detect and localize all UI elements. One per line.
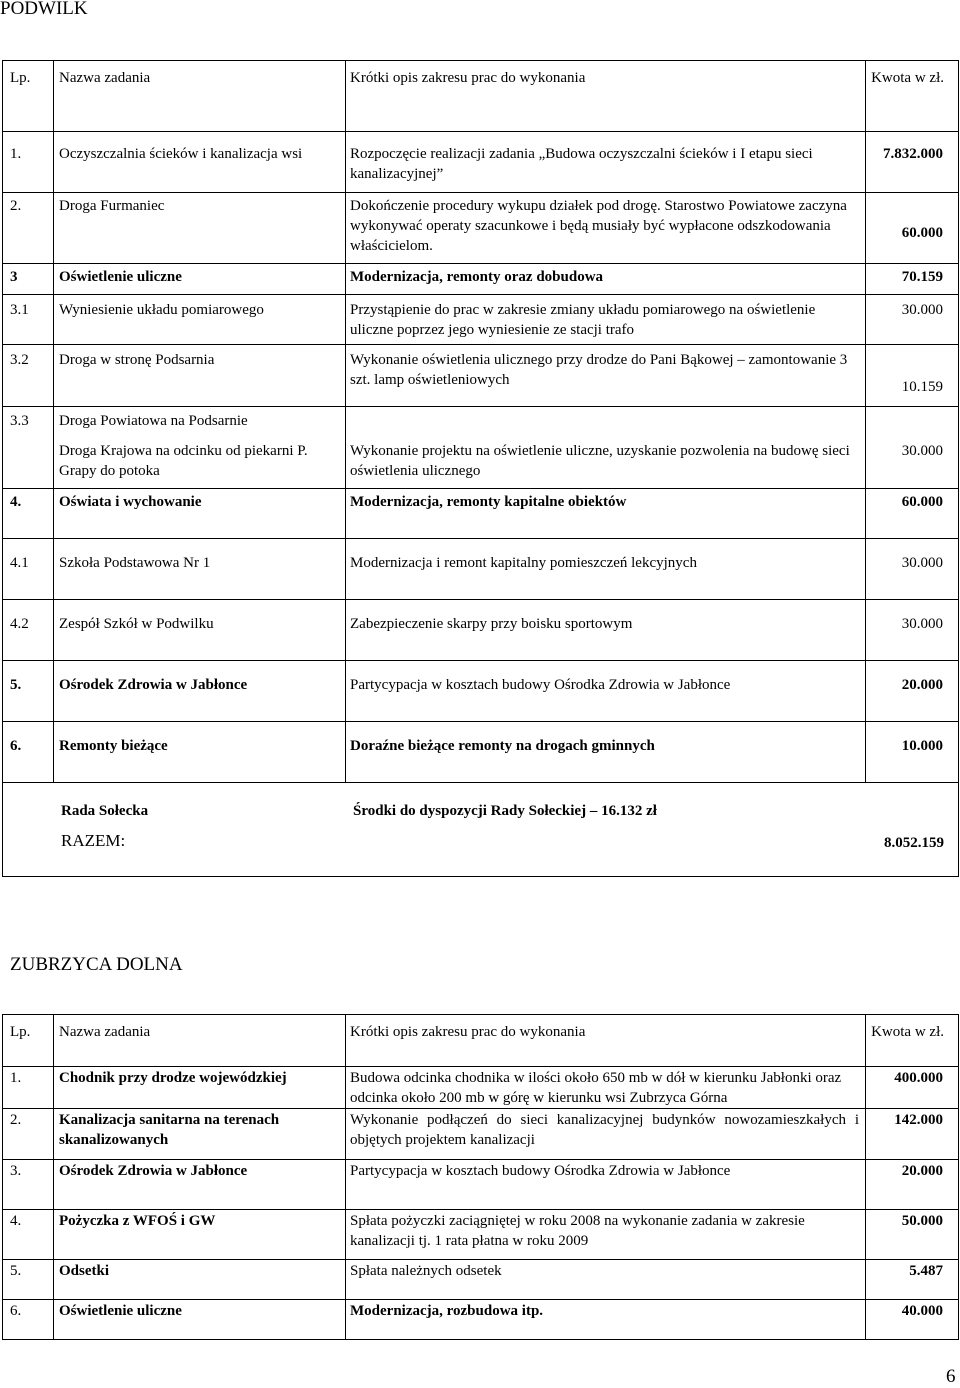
row-lp: 4.1 bbox=[3, 539, 54, 600]
table-row bbox=[3, 264, 959, 295]
row-name: Ośrodek Zdrowia w Jabłonce bbox=[54, 1160, 346, 1210]
row-lp: 4. bbox=[3, 489, 54, 539]
row-name: Szkoła Podstawowa Nr 1 bbox=[54, 539, 346, 600]
row-amount: 70.159 bbox=[866, 264, 959, 295]
row-lp: 4.2 bbox=[3, 600, 54, 661]
row-name: Zespół Szkół w Podwilku bbox=[54, 600, 346, 661]
row-amount: 5.487 bbox=[866, 1260, 959, 1300]
row-lp: 5. bbox=[3, 661, 54, 722]
podwilk-table bbox=[2, 60, 959, 877]
row-lp: 2. bbox=[3, 193, 54, 264]
total-amount: 8.052.159 bbox=[884, 835, 944, 851]
row-amount: 50.000 bbox=[866, 1210, 959, 1260]
row-amount: 60.000 bbox=[866, 193, 959, 264]
row-lp: 1. bbox=[3, 132, 54, 193]
row-lp: 4. bbox=[3, 1210, 54, 1260]
row-name: Oświetlenie uliczne bbox=[54, 264, 346, 295]
table-row bbox=[3, 1300, 959, 1340]
table-row bbox=[3, 1260, 959, 1300]
table-row bbox=[3, 295, 959, 345]
row-desc: Wykonanie podłączeń do sieci kanalizacyjnej budynków nowozamieszkałych i objętych projektem kanalizacji bbox=[346, 1109, 866, 1160]
council-cell bbox=[3, 783, 959, 877]
header-amount: Kwota w zł. bbox=[866, 1015, 959, 1067]
section-title-podwilk: PODWILK bbox=[0, 0, 88, 19]
table-row bbox=[3, 407, 959, 489]
council-row bbox=[3, 783, 959, 877]
row-lp: 3.1 bbox=[3, 295, 54, 345]
row-desc: Spłata pożyczki zaciągniętej w roku 2008 na wykonanie zadania w zakresie kanalizacji tj. 1 rata płatna w roku 2009 bbox=[346, 1210, 866, 1260]
row-desc: Dokończenie procedury wykupu działek pod drogę. Starostwo Powiatowe zaczyna wykonywać operaty szacunkowe i będą musiały być wypłacone odszkodowania właścicielom. bbox=[346, 193, 866, 264]
row-name: Pożyczka z WFOŚ i GW bbox=[54, 1210, 346, 1260]
row-name: Oświata i wychowanie bbox=[54, 489, 346, 539]
row-lp: 5. bbox=[3, 1260, 54, 1300]
row-amount: 30.000 bbox=[866, 407, 959, 489]
row-lp: 2. bbox=[3, 1109, 54, 1160]
table-row bbox=[3, 1067, 959, 1109]
row-name: Oczyszczalnia ścieków i kanalizacja wsi bbox=[54, 132, 346, 193]
page-number: 6 bbox=[946, 1366, 956, 1387]
row-desc: Przystąpienie do prac w zakresie zmiany układu pomiarowego na oświetlenie uliczne poprzez jego wyniesienie ze stacji trafo bbox=[346, 295, 866, 345]
header-lp: Lp. bbox=[3, 1015, 54, 1067]
row-amount: 10.159 bbox=[866, 345, 959, 407]
header-name: Nazwa zadania bbox=[54, 1015, 346, 1067]
zubrzyca-table bbox=[2, 1014, 959, 1340]
row-amount: 10.000 bbox=[866, 722, 959, 783]
row-name: Droga Furmaniec bbox=[54, 193, 346, 264]
row-amount: 142.000 bbox=[866, 1109, 959, 1160]
row-amount: 30.000 bbox=[866, 295, 959, 345]
row-amount: 40.000 bbox=[866, 1300, 959, 1340]
row-lp: 3 bbox=[3, 264, 54, 295]
row-desc: Modernizacja, rozbudowa itp. bbox=[346, 1300, 866, 1340]
table-row bbox=[3, 1160, 959, 1210]
table-row bbox=[3, 1109, 959, 1160]
table-row bbox=[3, 1210, 959, 1260]
row-name-secondary: Droga Krajowa na odcinku od piekarni P. Grapy do potoka bbox=[59, 443, 308, 479]
table-row bbox=[3, 600, 959, 661]
table-row bbox=[3, 489, 959, 539]
row-desc: Modernizacja, remonty oraz dobudowa bbox=[346, 264, 866, 295]
row-lp: 1. bbox=[3, 1067, 54, 1109]
row-name: Kanalizacja sanitarna na terenach skanalizowanych bbox=[54, 1109, 346, 1160]
total-label: RAZEM: bbox=[61, 831, 126, 850]
row-amount: 30.000 bbox=[866, 539, 959, 600]
table-row bbox=[3, 539, 959, 600]
row-name: Droga Powiatowa na Podsarnie bbox=[59, 413, 248, 429]
header-desc: Krótki opis zakresu prac do wykonania bbox=[346, 61, 866, 132]
row-name: Wyniesienie układu pomiarowego bbox=[54, 295, 346, 345]
row-desc: Wykonanie projektu na oświetlenie uliczne, uzyskanie pozwolenia na budowę sieci oświetlenia ulicznego bbox=[346, 407, 866, 489]
row-name: Odsetki bbox=[54, 1260, 346, 1300]
row-desc: Doraźne bieżące remonty na drogach gminnych bbox=[346, 722, 866, 783]
row-amount: 20.000 bbox=[866, 661, 959, 722]
row-amount: 30.000 bbox=[866, 600, 959, 661]
row-amount: 20.000 bbox=[866, 1160, 959, 1210]
row-desc: Spłata należnych odsetek bbox=[346, 1260, 866, 1300]
table-row bbox=[3, 193, 959, 264]
row-name-group bbox=[54, 407, 346, 489]
council-name: Rada Sołecka bbox=[61, 803, 149, 819]
row-lp: 3. bbox=[3, 1160, 54, 1210]
row-desc: Rozpoczęcie realizacji zadania „Budowa oczyszczalni ścieków i I etapu sieci kanalizacyjnej” bbox=[346, 132, 866, 193]
row-lp: 6. bbox=[3, 1300, 54, 1340]
row-name: Ośrodek Zdrowia w Jabłonce bbox=[54, 661, 346, 722]
row-lp: 3.3 bbox=[3, 407, 54, 489]
row-name: Chodnik przy drodze wojewódzkiej bbox=[54, 1067, 346, 1109]
row-lp: 6. bbox=[3, 722, 54, 783]
header-name: Nazwa zadania bbox=[54, 61, 346, 132]
table-header-row bbox=[3, 61, 959, 132]
row-desc: Wykonanie oświetlenia ulicznego przy drodze do Pani Bąkowej – zamontowanie 3 szt. lamp oświetleniowych bbox=[346, 345, 866, 407]
row-name: Droga w stronę Podsarnia bbox=[54, 345, 346, 407]
header-lp: Lp. bbox=[3, 61, 54, 132]
row-lp: 3.2 bbox=[3, 345, 54, 407]
row-name: Oświetlenie uliczne bbox=[54, 1300, 346, 1340]
table-row bbox=[3, 132, 959, 193]
row-desc: Partycypacja w kosztach budowy Ośrodka Zdrowia w Jabłonce bbox=[346, 1160, 866, 1210]
row-desc: Modernizacja i remont kapitalny pomieszczeń lekcyjnych bbox=[346, 539, 866, 600]
row-amount: 60.000 bbox=[866, 489, 959, 539]
row-desc: Modernizacja, remonty kapitalne obiektów bbox=[346, 489, 866, 539]
table-row bbox=[3, 345, 959, 407]
row-desc: Budowa odcinka chodnika w ilości około 650 mb w dół w kierunku Jabłonki oraz odcinka około 200 mb w górę w kierunku wsi Zubrzyca Górna bbox=[346, 1067, 866, 1109]
row-amount: 400.000 bbox=[866, 1067, 959, 1109]
row-desc: Zabezpieczenie skarpy przy boisku sportowym bbox=[346, 600, 866, 661]
table-header-row bbox=[3, 1015, 959, 1067]
row-amount: 7.832.000 bbox=[866, 132, 959, 193]
section-title-zubrzyca-dolna: ZUBRZYCA DOLNA bbox=[10, 954, 183, 975]
table-row bbox=[3, 722, 959, 783]
row-name: Remonty bieżące bbox=[54, 722, 346, 783]
table-row bbox=[3, 661, 959, 722]
header-desc: Krótki opis zakresu prac do wykonania bbox=[346, 1015, 866, 1067]
council-desc: Środki do dyspozycji Rady Sołeckiej – 16.132 zł bbox=[353, 803, 657, 819]
row-desc: Partycypacja w kosztach budowy Ośrodka Zdrowia w Jabłonce bbox=[346, 661, 866, 722]
header-amount: Kwota w zł. bbox=[866, 61, 959, 132]
